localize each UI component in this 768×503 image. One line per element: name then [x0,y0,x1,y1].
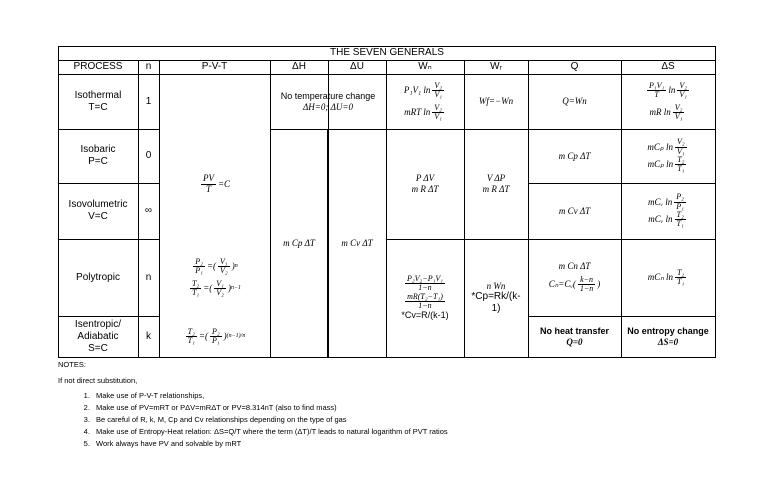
process-condition: P=C [88,156,108,167]
wn-isobaric-isovol [386,129,464,239]
no-temp-change-eq: ΔH=0; ΔU=0 [303,101,353,112]
n-isobaric: 0 [145,150,152,161]
du-general: m Cv ΔT [341,237,373,248]
header-ds: ΔS [661,61,675,72]
wf-isothermal: Wf=−Wn [478,96,514,107]
notes-section [58,359,448,450]
note-item: 5. Work always have PV and solvable by mRT [92,438,448,450]
header-du: ΔU [350,61,364,72]
process-name: Isothermal [74,89,122,101]
header-dh: ΔH [292,61,306,72]
wf-isobaric-isovol [464,129,528,239]
wn-isothermal: P₁V₁ ln $\frac{\text{V₂}}{\text{V₁}}$ mRT ln $\frac{\text{V₂}}{\text{V₁}}$ [403,80,443,121]
process-condition: S=C [88,342,108,354]
process-isobaric [58,129,138,183]
header-n: n [145,61,152,72]
process-name: Polytropic [76,271,120,283]
process-name: Isovolumetric [68,199,128,210]
header-pvt: P-V-T [201,61,228,72]
pvt-isentropic-formula: $\frac{\text{T₂}}{\text{T₁}}$ = ( $\frac{\text{P₂}}{\text{P₁}}$ ) (n−1)/n [187,326,246,345]
n-isentropic: k [146,330,151,342]
process-condition: T=C [88,101,108,113]
no-entropy-text: No entropy change [627,325,709,336]
q-poly-line1: m Cn ΔT [558,261,591,272]
process-name: Isentropic/ Adiabatic [74,318,122,342]
q-isovolumetric: m Cv ΔT [558,205,591,216]
process-polytropic [58,239,138,316]
process-condition: V=C [88,211,108,222]
q-isentropic [528,316,621,357]
wf-isobaric-line1: V ΔP [486,173,506,184]
no-entropy-eq: ΔS=0 [657,336,679,347]
table-title: THE SEVEN GENERALS [330,47,444,58]
no-heat-eq: Q=0 [566,336,583,347]
ds-polytropic: mCₙ ln $\frac{\text{T₂}}{\text{T₁}}$ [647,267,685,286]
ds-isothermal: $\frac{\text{P₁V₁}}{T}$ ln $\frac{\text{V₂}}{\text{V₁}}$ mR ln $\frac{\text{V₂}}{\text{V₁}}$ [648,80,688,121]
wf-poly-line1: n Wn [486,280,506,291]
q-isothermal: Q=Wn [562,96,587,107]
q-isobaric: m Cp ΔT [558,150,591,161]
ds-isentropic [621,316,715,357]
cp-note: *Cp=Rk/(k-1) [471,291,521,315]
process-isothermal [58,74,138,129]
wf-polytropic [464,239,528,357]
q-polytropic: m Cn ΔT Cₙ=Cᵥ ( $\frac{k-n}{1-n}$ ) [548,261,601,294]
ds-isovolumetric: mCᵥ ln $\frac{\text{P₂}}{\text{P₁}}$ mCᵥ ln $\frac{\text{T₂}}{\text{T₁}}$ [648,192,684,229]
dh-general: m Cp ΔT [283,237,315,248]
n-polytropic: n [145,271,152,283]
n-isothermal: 1 [145,95,152,107]
wn-isobaric-line1: P ΔV [415,173,435,184]
header-wn: Wₙ [418,61,432,72]
header-process: PROCESS [73,61,123,72]
process-name: Isobaric [80,144,116,155]
no-temperature-change [270,74,386,129]
note-item: 4. Make use of Entropy-Heat relation: ΔS=Q/T where the term (ΔT)/T leads to natural logarithm of PVT ratios [92,426,448,438]
grid-line [715,46,716,358]
pvt-polytropic-formula: $\frac{\text{P₂}}{\text{P₁}}$ = ( $\frac{\text{V₁}}{\text{V₂}}$ ) n $\frac{\text{T₂}}{\text{T₁}}$ = ( $\frac{\text{V₁}}{\text{V₂}}$ ) n−1 [191,256,242,297]
header-wf: Wᵣ [490,61,502,72]
grid-line [58,357,716,358]
notes-intro: If not direct substitution, [58,376,138,385]
no-heat-text: No heat transfer [539,325,610,336]
notes-list [58,390,448,450]
note-item: 2. Make use of PV=mRT or PΔV=mRΔT or PV=8.314nT (also to find mass) [92,402,448,414]
wn-isobaric-line2: m R ΔT [411,184,439,194]
wn-polytropic: $\frac{\text{P₂V₂−P₁V₁}}{1-n}$ $\frac{\text{mR(T₂−T₁)}}{1-n}$ *Cv=R/(k-1) [401,273,449,321]
ds-isobaric: mCₚ ln $\frac{\text{V₂}}{\text{V₁}}$ mCₚ ln $\frac{\text{T₂}}{\text{T₁}}$ [647,137,685,174]
pvt-general-formula: $\frac{PV}{T}$ =C [202,173,231,194]
n-isovolumetric: ∞ [144,205,153,216]
wf-isobaric-line2: m R ΔT [482,184,510,194]
header-q: Q [570,61,579,72]
process-isovolumetric [58,183,138,239]
cv-note: *Cv=R/(k-1) [401,310,449,321]
note-item: 3. Be careful of R, k, M, Cp and Cv relationships depending on the type of gas [92,414,448,426]
note-item: 1. Make use of P-V-T relationships, [92,390,448,402]
no-temp-change-text: No temperature change [280,90,376,101]
notes-heading: NOTES: [58,360,86,369]
process-isentropic [58,316,138,357]
seven-generals-table [58,46,716,358]
